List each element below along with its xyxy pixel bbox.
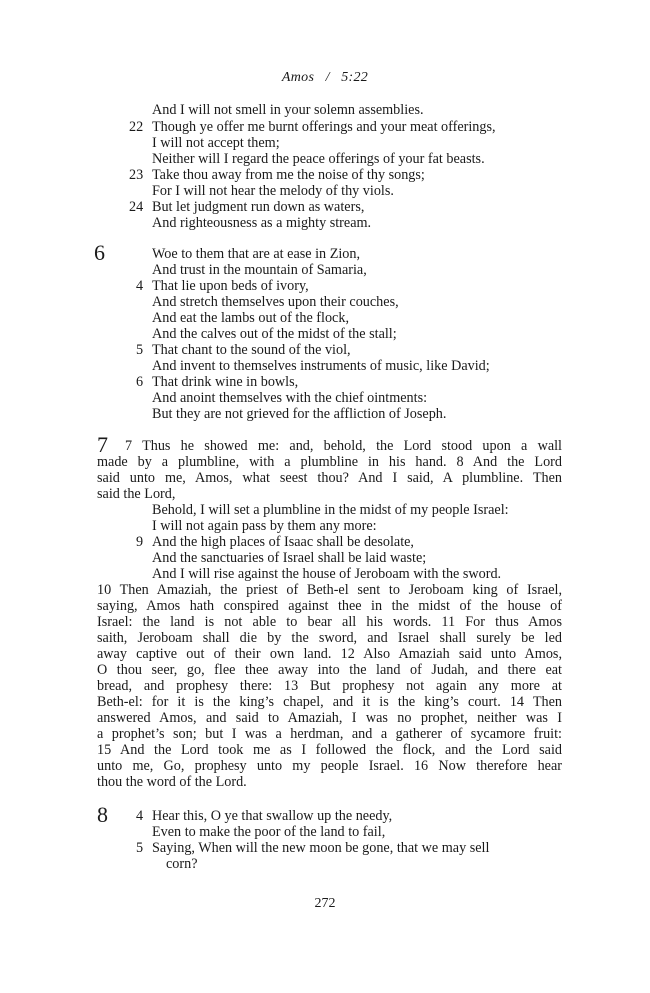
prose-line: made by a plumbline, with a plumbline in his hand. 8 And the Lord xyxy=(97,454,562,470)
page-number: 272 xyxy=(314,896,336,911)
chapter-number: 6 xyxy=(94,240,105,265)
verse-number: 4 xyxy=(136,808,144,824)
verse-line: And stretch themselves upon their couches, xyxy=(152,294,399,310)
prose-line: Beth-el: for it is the king’s chapel, and it is the king’s court. 14 Then xyxy=(97,694,562,710)
verse-line: And eat the lambs out of the flock, xyxy=(152,310,349,326)
prose-line: away captive out of their own land. 12 Also Amaziah said unto Amos, xyxy=(97,646,562,662)
verse-line: And anoint themselves with the chief ointments: xyxy=(152,390,428,406)
running-header xyxy=(0,70,650,86)
chapter-number: 7 xyxy=(97,432,108,457)
verse-number: 5 xyxy=(136,342,144,358)
prose-line: saith, Jeroboam shall die by the sword, and Israel shall surely be led xyxy=(97,630,562,646)
prose-line: saying, Amos hath conspired against thee in the midst of the house of xyxy=(97,598,562,614)
verse-line: And the calves out of the midst of the stall; xyxy=(152,326,397,342)
verse-line: Take thou away from me the noise of thy songs; xyxy=(152,167,425,183)
verse-line: Hear this, O ye that swallow up the needy, xyxy=(152,808,393,824)
verse-line: And righteousness as a mighty stream. xyxy=(152,215,372,231)
verse-line: corn? xyxy=(166,856,198,872)
prose-line: thou the word of the Lord. xyxy=(97,774,247,790)
prose-line: unto me, Go, prophesy unto my people Israel. 16 Now therefore hear xyxy=(97,758,562,774)
header-book: Amos xyxy=(281,70,315,85)
verse-line: For I will not hear the melody of thy viols. xyxy=(152,183,394,199)
prose-line: said the Lord, xyxy=(97,486,176,502)
verse-number: 6 xyxy=(136,374,144,390)
verse-line: Saying, When will the new moon be gone, that we may sell xyxy=(152,840,490,856)
verse-number: 4 xyxy=(136,278,144,294)
header-reference: 5:22 xyxy=(341,70,369,85)
verse-line: Though ye offer me burnt offerings and your meat offerings, xyxy=(152,119,496,135)
verse-line: And invent to themselves instruments of music, like David; xyxy=(152,358,490,374)
verse-line: Woe to them that are at ease in Zion, xyxy=(152,246,361,262)
prose-line: O thou seer, go, flee thee away into the land of Judah, and there eat xyxy=(97,662,562,678)
verse-line: But let judgment run down as waters, xyxy=(152,199,365,215)
verse-line: And I will rise against the house of Jeroboam with the sword. xyxy=(152,566,502,582)
prose-line: answered Amos, and said to Amaziah, I was no prophet, neither was I xyxy=(97,710,562,726)
verse-line: And trust in the mountain of Samaria, xyxy=(152,262,367,278)
verse-line: That chant to the sound of the viol, xyxy=(152,342,351,358)
verse-line: I will not again pass by them any more: xyxy=(152,518,377,534)
verse-line: That lie upon beds of ivory, xyxy=(152,278,309,294)
chapter-number: 8 xyxy=(97,802,108,827)
verse-line: And the high places of Isaac shall be desolate, xyxy=(152,534,414,550)
verse-line: But they are not grieved for the affliction of Joseph. xyxy=(152,406,447,422)
header-separator: / xyxy=(325,70,330,85)
prose-line: 10 Then Amaziah, the priest of Beth-el sent to Jeroboam king of Israel, xyxy=(97,582,562,598)
verse-number: 5 xyxy=(136,840,144,856)
prose-line: bread, and prophesy there: 13 But prophesy not again any more at xyxy=(97,678,562,694)
prose-line: 7 Thus he showed me: and, behold, the Lord stood upon a wall xyxy=(125,438,562,454)
verse-line: That drink wine in bowls, xyxy=(152,374,299,390)
verse-line: Even to make the poor of the land to fail, xyxy=(152,824,386,840)
prose-line: Israel: the land is not able to bear all his words. 11 For thus Amos xyxy=(97,614,562,630)
verse-line: Neither will I regard the peace offerings of your fat beasts. xyxy=(152,151,485,167)
verse-line: Behold, I will set a plumbline in the midst of my people Israel: xyxy=(152,502,509,518)
verse-number: 24 xyxy=(129,199,144,215)
verse-number: 22 xyxy=(129,119,144,135)
verse-line: I will not accept them; xyxy=(152,135,280,151)
verse-line: And I will not smell in your solemn assemblies. xyxy=(152,102,424,118)
verse-line: And the sanctuaries of Israel shall be laid waste; xyxy=(152,550,427,566)
verse-number: 9 xyxy=(136,534,144,550)
prose-line: a prophet’s son; but I was a herdman, and a gatherer of sycamore fruit: xyxy=(97,726,562,742)
prose-line: said unto me, Amos, what seest thou? And I said, A plumbline. Then xyxy=(97,470,562,486)
prose-line: 15 And the Lord took me as I followed the flock, and the Lord said xyxy=(97,742,562,758)
verse-number: 23 xyxy=(129,167,144,183)
